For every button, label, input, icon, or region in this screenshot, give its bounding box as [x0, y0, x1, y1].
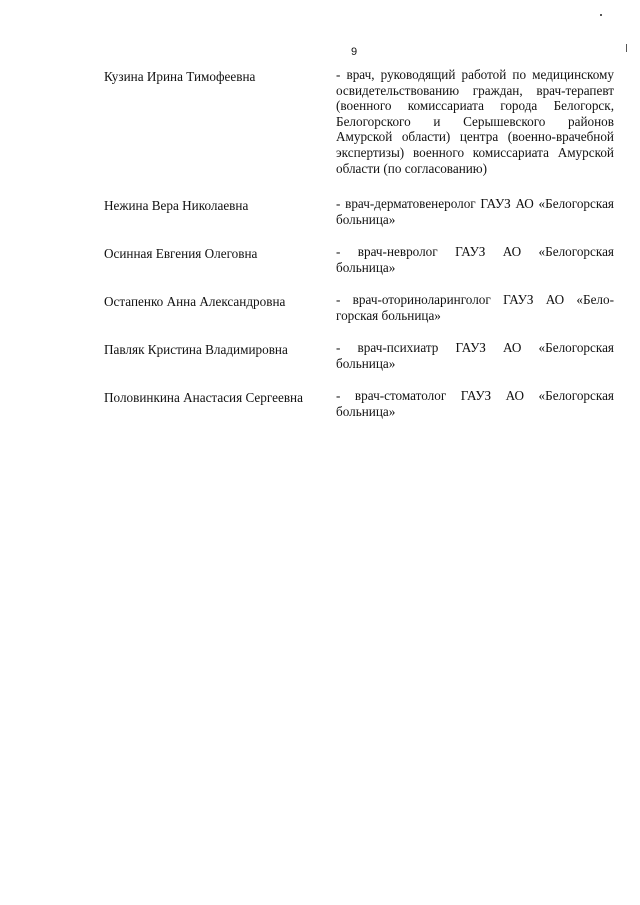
- member-role: - врач, руководящий работой по медицинскому освидетельствованию граждан, врач-терапевт (военного комиссариата города Белогорск, Белогорского и Серышевского районов Амурской области) центра (военно-врачебной экспертизы) военного комиссариата Амурской области (по согласованию): [336, 67, 614, 176]
- member-name: Половинкина Анастасия Сергеевна: [104, 390, 303, 405]
- member-role: - врач-невролог ГАУЗ АО «Белогорская больница»: [336, 244, 614, 275]
- member-role: - врач-психиатр ГАУЗ АО «Белогорская больница»: [336, 340, 614, 371]
- member-role: - врач-оториноларинголог ГАУЗ АО «Белогорская больница»: [336, 292, 614, 323]
- page-number: 9: [350, 46, 358, 58]
- member-role: - врач-дерматовенеролог ГАУЗ АО «Белогорская больница»: [336, 196, 614, 227]
- member-row: [104, 67, 616, 196]
- member-row: [104, 292, 616, 340]
- member-row: [104, 196, 616, 244]
- member-name: Кузина Ирина Тимофеевна: [104, 69, 256, 84]
- commission-member-list: [104, 67, 616, 436]
- member-name: Нежина Вера Николаевна: [104, 198, 249, 213]
- member-name: Остапенко Анна Александровна: [104, 294, 286, 309]
- member-row: [104, 340, 616, 388]
- member-name: Павляк Кристина Владимировна: [104, 342, 288, 357]
- member-name: Осинная Евгения Олеговна: [104, 246, 258, 261]
- member-row: [104, 244, 616, 292]
- member-role: - врач-стоматолог ГАУЗ АО «Белогорская больница»: [336, 388, 614, 419]
- member-row: [104, 388, 616, 436]
- scan-mark: [600, 14, 602, 16]
